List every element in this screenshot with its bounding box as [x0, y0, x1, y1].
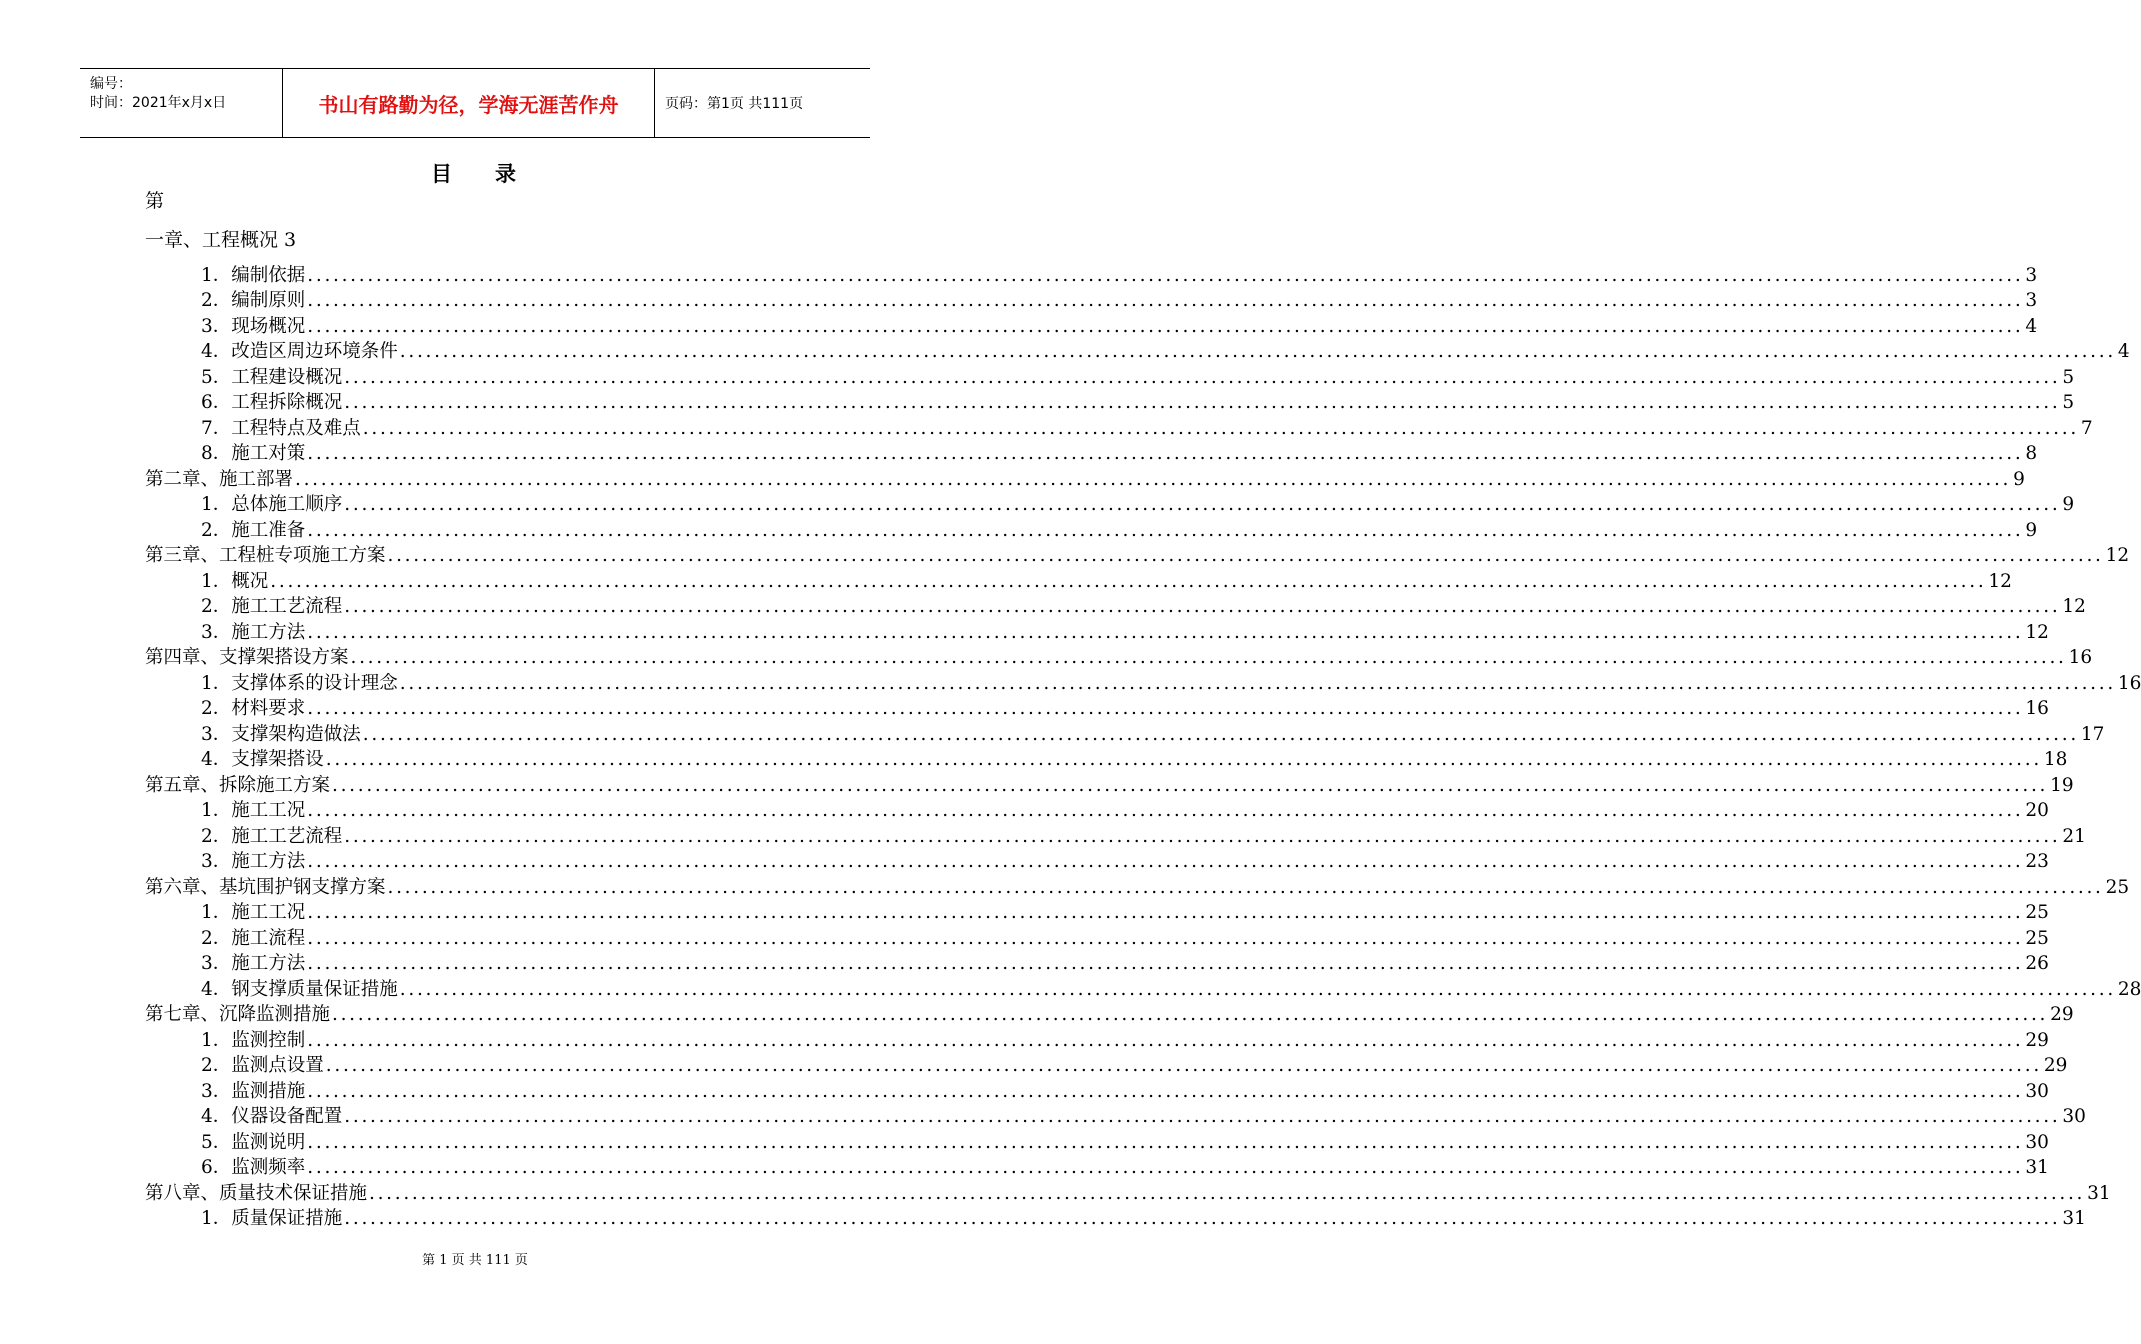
toc-subentry[interactable]: [145, 848, 2049, 874]
toc-subentry[interactable]: [145, 1205, 2086, 1231]
toc-subentry[interactable]: [145, 822, 2086, 848]
toc-leader-dots: ........................................................................................................................................................................................................: [307, 621, 2024, 643]
toc-entry-page: 3: [2025, 290, 2038, 311]
toc-entry-label: 3．施工方法: [201, 953, 306, 974]
page-title: [0, 158, 950, 188]
toc-subentry[interactable]: [145, 440, 2038, 466]
toc-entry-page: 4: [2025, 315, 2038, 337]
toc-entry-label: 4．支撑架搭设: [201, 749, 324, 770]
toc-subentry[interactable]: [145, 1052, 2068, 1078]
toc-leader-dots: ........................................................................................................................................................................................................: [307, 902, 2024, 923]
toc-entry-page: 9: [2013, 468, 2025, 490]
toc-chapter-entry[interactable]: [145, 771, 2074, 797]
toc-leader-dots: ........................................................................................................................................................................................................: [325, 749, 2042, 770]
toc-entry-page: 16: [2068, 647, 2093, 668]
toc-entry-page: 8: [2025, 443, 2038, 464]
toc-entry-label: 2．编制原则: [201, 290, 306, 311]
toc-leader-dots: ........................................................................................................................................................................................................: [362, 723, 2079, 745]
toc-subentry[interactable]: [145, 312, 2038, 338]
toc-entry-label: 1．编制依据: [201, 264, 306, 286]
toc-subentry[interactable]: [145, 491, 2075, 517]
toc-leader-dots: ........................................................................................................................................................................................................: [387, 876, 2104, 898]
toc-leader-dots: ........................................................................................................................................................................................................: [332, 774, 2049, 796]
toc-entry-label: 第八章、质量技术保证措施: [145, 1182, 368, 1204]
toc-subentry[interactable]: [145, 746, 2068, 772]
toc-entry-page: 31: [2087, 1182, 2111, 1204]
toc-entry-label: 3．现场概况: [201, 315, 306, 337]
toc-leader-dots: ........................................................................................................................................................................................................: [344, 596, 2061, 617]
toc-entry-page: 25: [2025, 902, 2049, 923]
toc-entry-label: 3．施工方法: [201, 851, 306, 872]
toc-subentry[interactable]: [145, 1077, 2049, 1103]
header-meta: [80, 69, 283, 137]
header-motto: 书山有路勤为径，学海无涯苦作舟: [283, 69, 655, 137]
toc-entry-label: 1．施工工况: [201, 902, 306, 923]
toc-entry-label: 5．监测说明: [201, 1131, 306, 1153]
toc-leader-dots: ........................................................................................................................................................................................................: [387, 545, 2104, 566]
toc-entry-label: 1．支撑体系的设计理念: [201, 672, 398, 694]
number-label: 编号：: [90, 76, 132, 92]
toc-leader-dots: ........................................................................................................................................................................................................: [270, 570, 1987, 592]
toc-entry-label: 2．施工工艺流程: [201, 825, 343, 847]
toc-entry-page: 12: [2025, 621, 2049, 643]
toc-entry-label: 3．支撑架构造做法: [201, 723, 361, 745]
toc-subentry[interactable]: [145, 389, 2075, 415]
toc-entry-label: 1．质量保证措施: [201, 1208, 343, 1229]
toc-entry-label: 1．概况: [201, 570, 269, 592]
toc-leader-dots: ........................................................................................................................................................................................................: [325, 1055, 2042, 1076]
toc-leader-dots: ........................................................................................................................................................................................................: [399, 978, 2116, 1000]
toc-entry-label: 1．总体施工顺序: [201, 494, 343, 515]
toc-subentry[interactable]: [145, 414, 2093, 440]
toc-subentry[interactable]: [145, 618, 2049, 644]
toc-entry-label: 5．工程建设概况: [201, 366, 343, 388]
toc-entry-page: 20: [2025, 800, 2049, 821]
toc-entry-label: 1．监测控制: [201, 1029, 306, 1051]
toc-leader-dots: ........................................................................................................................................................................................................: [344, 392, 2061, 413]
toc-entry-label: 6．工程拆除概况: [201, 392, 343, 413]
date-label: 时间：2021年x月x日: [90, 95, 227, 111]
toc-entry-label: 7．工程特点及难点: [201, 417, 361, 439]
toc-entry-page: 12: [2062, 596, 2086, 617]
toc-entry-page: 30: [2025, 1131, 2049, 1153]
toc-leader-dots: ........................................................................................................................................................................................................: [332, 1004, 2049, 1025]
toc-entry-page: 28: [2117, 978, 2141, 1000]
page-footer: 第 1 页 共 111 页: [422, 1253, 528, 1268]
toc-entry-label: 3．施工方法: [201, 621, 306, 643]
toc-leader-dots: ........................................................................................................................................................................................................: [307, 800, 2024, 821]
toc-pre-line-2: 一章、工程概况 3: [145, 229, 297, 251]
toc-subentry[interactable]: [145, 593, 2086, 619]
toc-entry-page: 29: [2050, 1004, 2074, 1025]
toc-subentry[interactable]: [145, 287, 2038, 313]
toc-entry-label: 2．施工流程: [201, 927, 306, 949]
toc-entry-page: 16: [2117, 672, 2141, 694]
toc-leader-dots: ........................................................................................................................................................................................................: [307, 1131, 2024, 1153]
toc-subentry[interactable]: [145, 797, 2049, 823]
header-page-info: 页码：第1页 共111页: [665, 96, 804, 112]
toc-chapter-entry[interactable]: [145, 873, 2130, 899]
toc-entry-page: 7: [2080, 417, 2093, 439]
toc-leader-dots: ........................................................................................................................................................................................................: [307, 290, 2024, 311]
toc-subentry[interactable]: [145, 950, 2049, 976]
toc-entry-page: 31: [2062, 1208, 2086, 1229]
toc-entry-page: 3: [2025, 264, 2038, 286]
toc-leader-dots: ........................................................................................................................................................................................................: [307, 315, 2024, 337]
toc-subentry[interactable]: [145, 1154, 2049, 1180]
toc-leader-dots: ........................................................................................................................................................................................................: [399, 672, 2116, 694]
toc-subentry[interactable]: [145, 899, 2049, 925]
toc-leader-dots: ........................................................................................................................................................................................................: [344, 366, 2061, 388]
toc-entry-page: 21: [2062, 825, 2086, 847]
toc-leader-dots: ........................................................................................................................................................................................................: [307, 264, 2024, 286]
toc-subentry[interactable]: [145, 363, 2075, 389]
toc-leader-dots: ........................................................................................................................................................................................................: [307, 953, 2024, 974]
toc-entry-page: 25: [2105, 876, 2130, 898]
toc-leader-dots: ........................................................................................................................................................................................................: [362, 417, 2079, 439]
toc-entry-label: 第七章、沉降监测措施: [145, 1004, 331, 1025]
toc-entry-page: 30: [2062, 1106, 2086, 1127]
toc-subentry[interactable]: [145, 1103, 2086, 1129]
page-header: [80, 68, 870, 138]
toc-entry-label: 第五章、拆除施工方案: [145, 774, 331, 796]
toc-entry-label: 4．改造区周边环境条件: [201, 341, 398, 362]
toc-leader-dots: ........................................................................................................................................................................................................: [344, 825, 2061, 847]
toc-entry-page: 9: [2025, 519, 2038, 541]
toc-leader-dots: ........................................................................................................................................................................................................: [295, 468, 2012, 490]
toc-entry-page: 5: [2062, 366, 2075, 388]
toc-subentry[interactable]: [145, 975, 2141, 1001]
toc-entry-label: 8．施工对策: [201, 443, 306, 464]
toc-entry-page: 30: [2025, 1080, 2049, 1102]
toc-entry-page: 12: [1988, 570, 2012, 592]
toc-entry-label: 2．施工工艺流程: [201, 596, 343, 617]
toc-entry-label: 第二章、施工部署: [145, 468, 294, 490]
toc-entry-page: 9: [2062, 494, 2075, 515]
toc-entry-label: 2．施工准备: [201, 519, 306, 541]
toc-leader-dots: ........................................................................................................................................................................................................: [307, 519, 2024, 541]
toc-leader-dots: ........................................................................................................................................................................................................: [307, 851, 2024, 872]
toc-entry-label: 3．监测措施: [201, 1080, 306, 1102]
toc-subentry[interactable]: [145, 1026, 2049, 1052]
title-char-1: 目: [431, 162, 455, 186]
toc-entry-label: 4．钢支撑质量保证措施: [201, 978, 398, 1000]
toc-entry-label: 第三章、工程桩专项施工方案: [145, 545, 386, 566]
toc-leader-dots: ........................................................................................................................................................................................................: [307, 698, 2024, 719]
toc-leader-dots: ........................................................................................................................................................................................................: [344, 1106, 2061, 1127]
toc-leader-dots: ........................................................................................................................................................................................................: [307, 927, 2024, 949]
toc-entry-label: 第四章、支撑架搭设方案: [145, 647, 349, 668]
toc-leader-dots: ........................................................................................................................................................................................................: [344, 1208, 2061, 1229]
toc-chapter-entry[interactable]: [145, 1179, 2111, 1205]
toc-entry-page: 25: [2025, 927, 2049, 949]
toc-subentry[interactable]: [145, 695, 2049, 721]
toc-entry-page: 29: [2043, 1055, 2068, 1076]
toc-leader-dots: ........................................................................................................................................................................................................: [369, 1182, 2086, 1204]
toc-entry-page: 16: [2025, 698, 2049, 719]
toc-subentry[interactable]: [145, 567, 2012, 593]
toc-entry-page: 5: [2062, 392, 2075, 413]
toc-leader-dots: ........................................................................................................................................................................................................: [307, 1080, 2024, 1102]
toc-subentry[interactable]: [145, 338, 2130, 364]
toc-entry-label: 第六章、基坑围护钢支撑方案: [145, 876, 386, 898]
toc-leader-dots: ........................................................................................................................................................................................................: [307, 1157, 2024, 1178]
title-char-2: 录: [495, 162, 519, 186]
toc-leader-dots: ........................................................................................................................................................................................................: [307, 1029, 2024, 1051]
toc-entry-label: 2．材料要求: [201, 698, 306, 719]
toc-subentry[interactable]: [145, 924, 2049, 950]
toc-entry-label: 4．仪器设备配置: [201, 1106, 343, 1127]
toc-subentry[interactable]: [145, 669, 2141, 695]
toc-subentry[interactable]: [145, 261, 2038, 287]
toc-subentry[interactable]: [145, 516, 2038, 542]
toc-subentry[interactable]: [145, 1128, 2049, 1154]
toc-entry-page: 26: [2025, 953, 2049, 974]
toc-entry-page: 17: [2080, 723, 2105, 745]
toc-entry-page: 23: [2025, 851, 2049, 872]
toc-leader-dots: ........................................................................................................................................................................................................: [350, 647, 2067, 668]
toc-entry-label: 1．施工工况: [201, 800, 306, 821]
toc-leader-dots: ........................................................................................................................................................................................................: [344, 494, 2061, 515]
table-of-contents: [145, 261, 2141, 1230]
toc-chapter-entry[interactable]: [145, 542, 2130, 568]
toc-entry-page: 18: [2043, 749, 2068, 770]
toc-subentry[interactable]: [145, 720, 2105, 746]
toc-entry-label: 2．监测点设置: [201, 1055, 324, 1076]
toc-leader-dots: ........................................................................................................................................................................................................: [307, 443, 2024, 464]
toc-chapter-entry[interactable]: [145, 1001, 2074, 1027]
toc-leader-dots: ........................................................................................................................................................................................................: [399, 341, 2116, 362]
toc-entry-page: 29: [2025, 1029, 2049, 1051]
toc-entry-label: 6．监测频率: [201, 1157, 306, 1178]
toc-pre-line-1: 第: [145, 190, 165, 212]
toc-entry-page: 4: [2117, 341, 2130, 362]
toc-chapter-entry[interactable]: [145, 465, 2025, 491]
toc-entry-page: 12: [2105, 545, 2130, 566]
toc-entry-page: 19: [2050, 774, 2074, 796]
toc-entry-page: 31: [2025, 1157, 2049, 1178]
toc-chapter-entry[interactable]: [145, 644, 2093, 670]
